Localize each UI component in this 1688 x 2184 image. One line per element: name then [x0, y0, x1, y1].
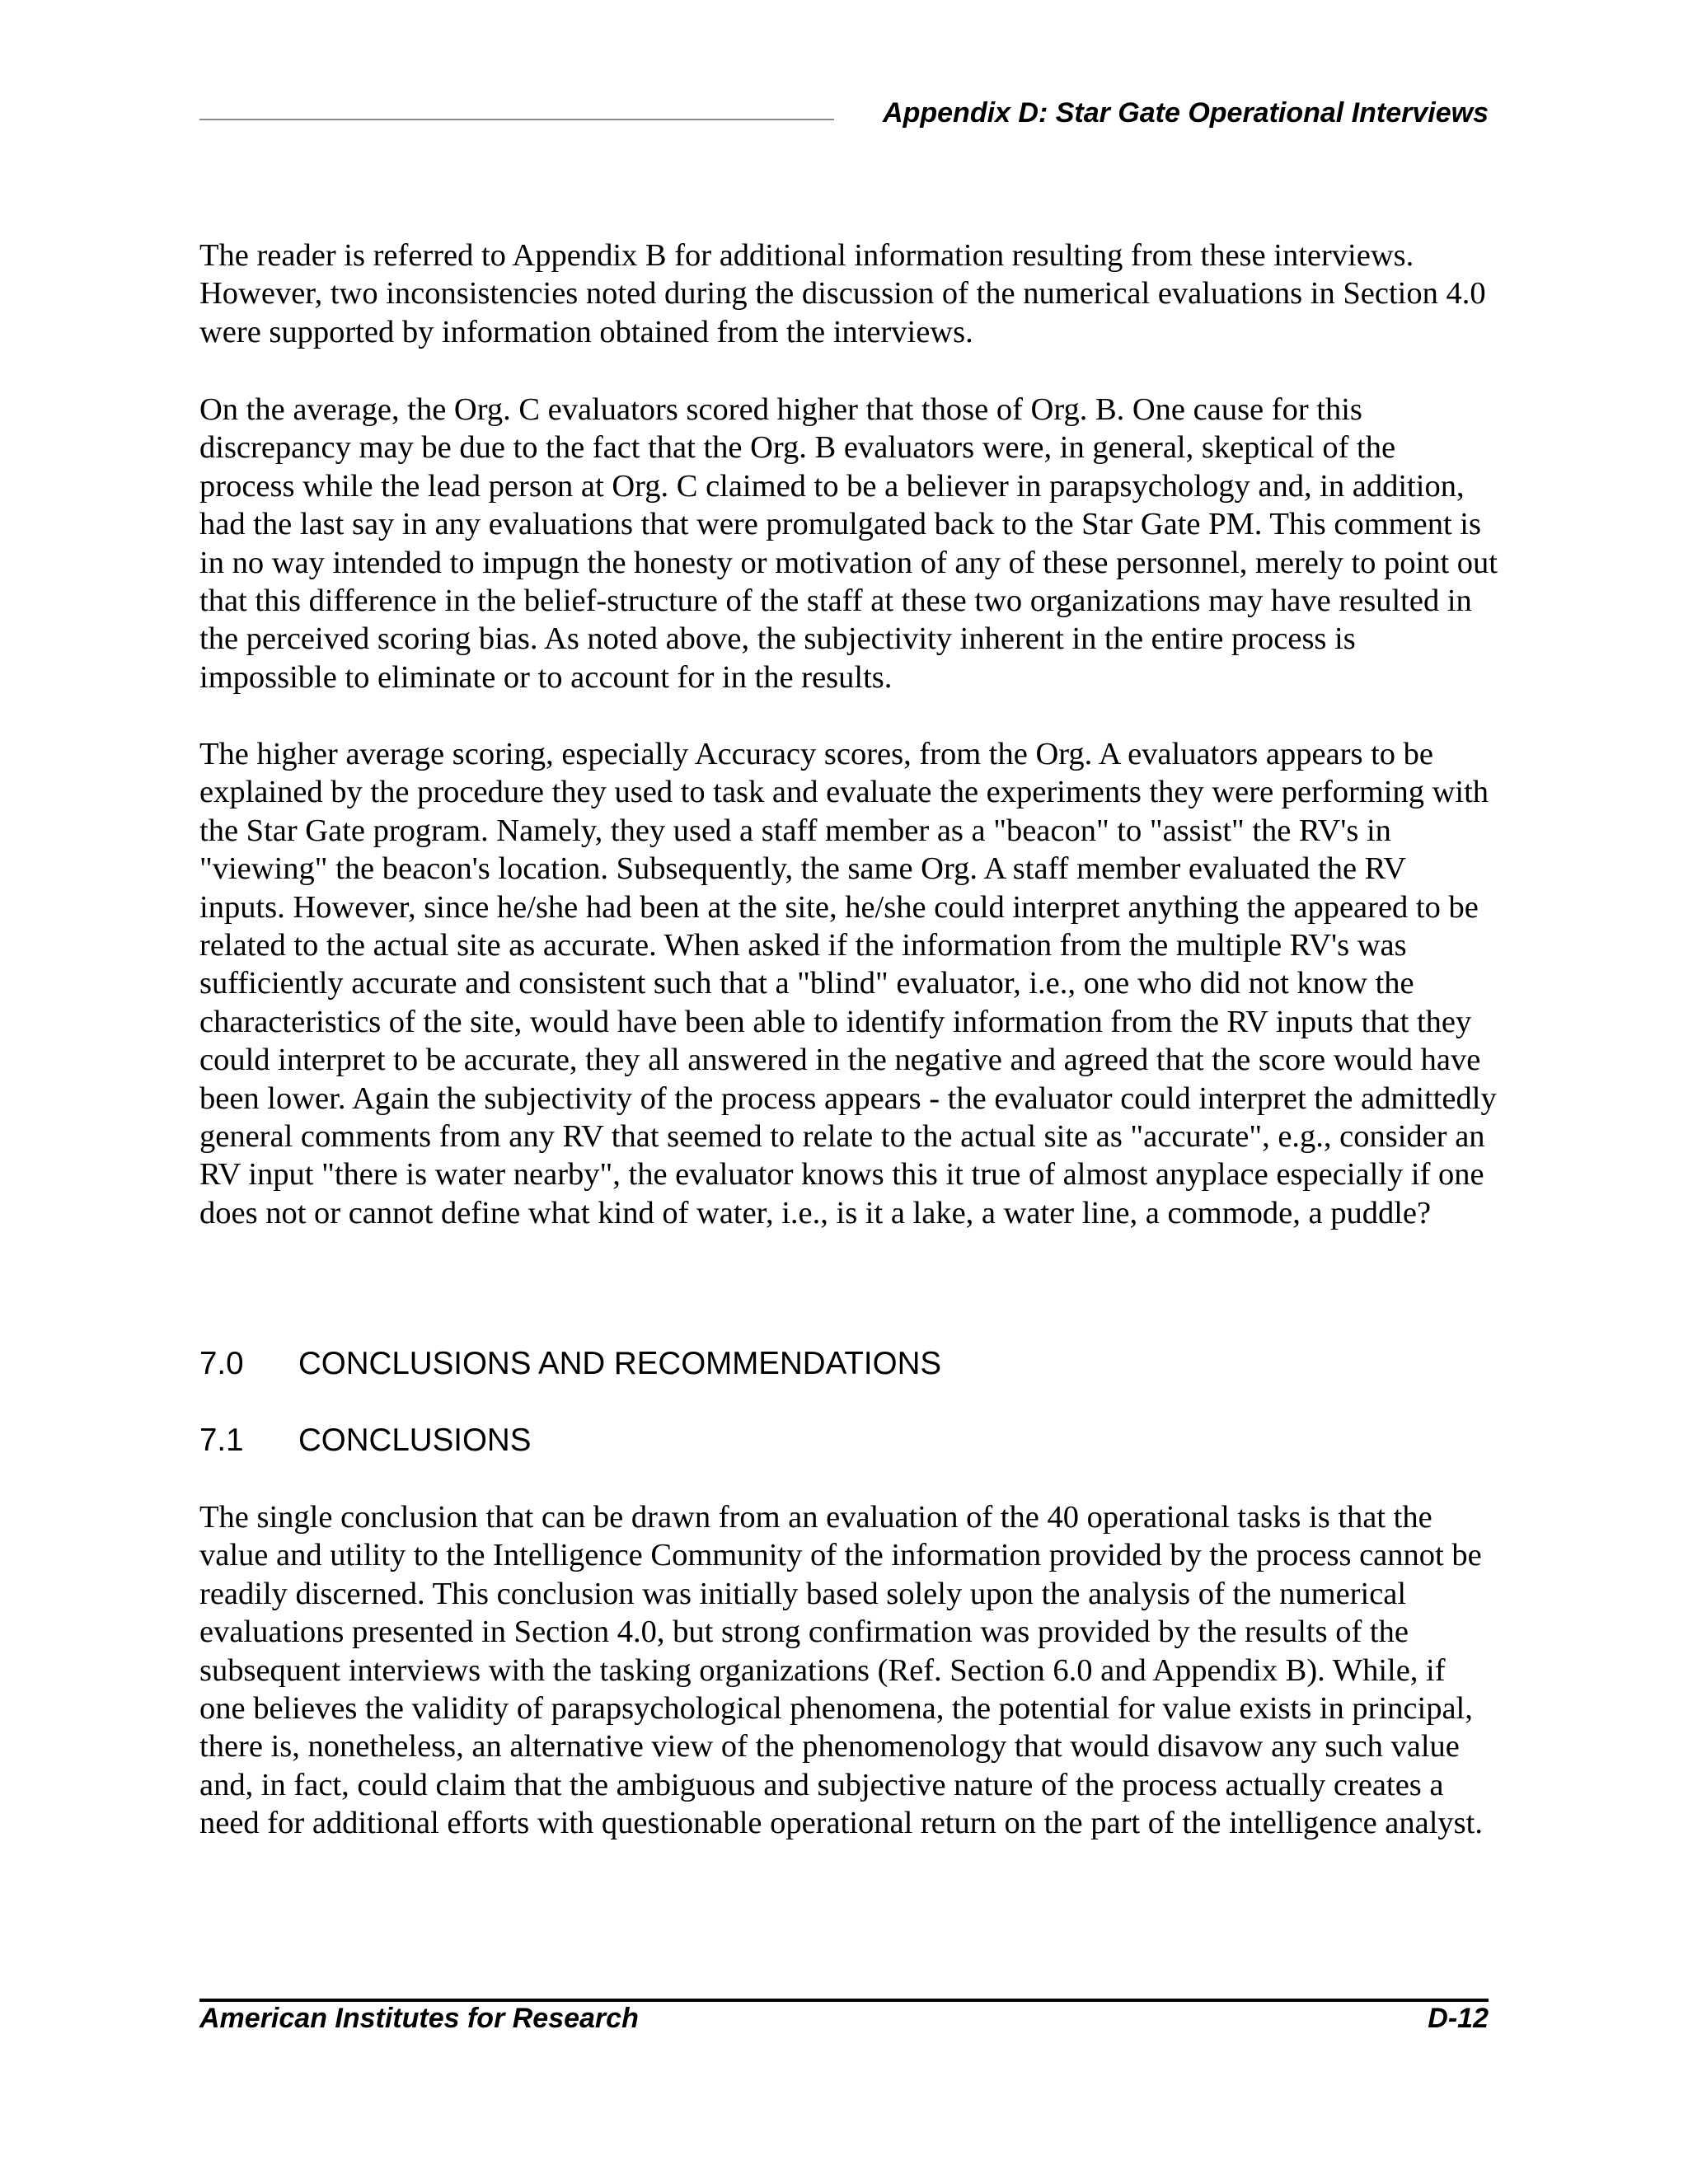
running-header-title: Appendix D: Star Gate Operational Interviews: [883, 97, 1489, 129]
section-heading-7-1: [199, 1422, 531, 1460]
section-title: CONCLUSIONS AND RECOMMENDATIONS: [298, 1346, 942, 1381]
footer-page-number: D-12: [1428, 2003, 1489, 2034]
footer-divider: [199, 1999, 1489, 2002]
header-divider: [199, 119, 834, 120]
paragraph-appendix-reference: The reader is referred to Appendix B for additional information resulting from these interviews. However, two inconsistencies noted during the discussion of the numerical evaluations in Section 4.0 were supported by information obtained from the interviews.: [199, 238, 1486, 349]
paragraph-org-c-scoring: On the average, the Org. C evaluators scored higher that those of Org. B. One cause for this discrepancy may be due to the fact that the Org. B evaluators were, in general, skeptical of the process while the lead person at Org. C claimed to be a believer in parapsychology and, in addition, had the last say in any evaluations that were promulgated back to the Star Gate PM. This comment is in no way intended to impugn the honesty or motivation of any of these personnel, merely to point out that this difference in the belief-structure of the staff at these two organizations may have resulted in the perceived scoring bias. As noted above, the subjectivity inherent in the entire process is impossible to eliminate or to account for in the results.: [199, 392, 1498, 695]
paragraph-conclusion: The single conclusion that can be drawn from an evaluation of the 40 operational tasks is that the value and utility to the Intelligence Community of the information provided by the process cannot be readily discerned. This conclusion was initially based solely upon the analysis of the numerical evaluations presented in Section 4.0, but strong confirmation was provided by the results of the subsequent interviews with the tasking organizations (Ref. Section 6.0 and Appendix B). While, if one believes the validity of parapsychological phenomena, the potential for value exists in principal, there is, nonetheless, an alternative view of the phenomenology that would disavow any such value and, in fact, could claim that the ambiguous and subjective nature of the process actually creates a need for additional efforts with questionable operational return on the part of the intelligence analyst.: [199, 1500, 1483, 1841]
section-number: 7.0: [199, 1346, 244, 1381]
section-title: CONCLUSIONS: [298, 1422, 532, 1458]
section-number: 7.1: [199, 1422, 244, 1458]
section-heading-7-0: [199, 1345, 941, 1383]
footer-organization: American Institutes for Research: [199, 2003, 639, 2034]
paragraph-org-a-scoring: The higher average scoring, especially Accuracy scores, from the Org. A evaluators appears to be explained by the procedure they used to task and evaluate the experiments they were performing with the Star Gate program. Namely, they used a staff member as a "beacon" to "assist" the RV's in "viewing" the beacon's location. Subsequently, the same Org. A staff member evaluated the RV inputs. However, since he/she had been at the site, he/she could interpret anything the appeared to be related to the actual site as accurate. When asked if the information from the multiple RV's was sufficiently accurate and consistent such that a "blind" evaluator, i.e., one who did not know the characteristics of the site, would have been able to identify information from the RV inputs that they could interpret to be accurate, they all answered in the negative and agreed that the score would have been lower. Again the subjectivity of the process appears - the evaluator could interpret the admittedly general comments from any RV that seemed to relate to the actual site as "accurate", e.g., consider an RV input "there is water nearby", the evaluator knows this it true of almost anyplace especially if one does not or cannot define what kind of water, i.e., is it a lake, a water line, a commode, a puddle?: [199, 737, 1497, 1230]
